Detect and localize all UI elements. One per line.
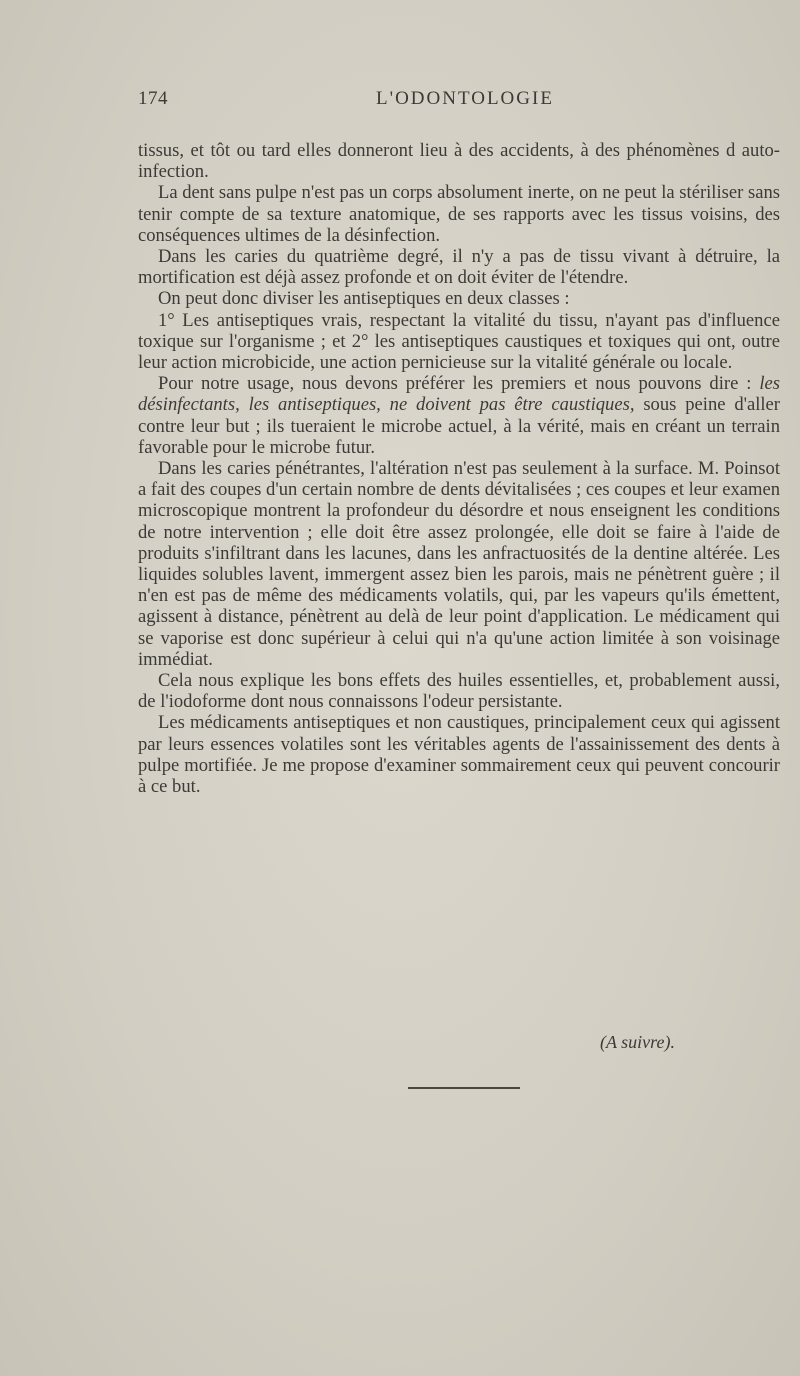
paragraph: La dent sans pulpe n'est pas un corps absolument inerte, on ne peut la stériliser sans tenir compte de sa texture anatomique, de ses rapports avec les tissus voisins, des conséquences ultimes de la désinfection. xyxy=(138,182,780,246)
paragraph: tissus, et tôt ou tard elles donneront lieu à des accidents, à des phénomènes d auto-infection. xyxy=(138,140,780,183)
paragraph: Cela nous explique les bons effets des huiles essentielles, et, probablement aussi, de l'iodoforme dont nous connaissons l'odeur persistante. xyxy=(138,670,780,713)
paragraph: Dans les caries du quatrième degré, il n'y a pas de tissu vivant à détruire, la mortification est déjà assez profonde et on doit éviter de l'étendre. xyxy=(138,246,780,289)
page-header xyxy=(138,88,770,118)
running-title: L'ODONTOLOGIE xyxy=(376,88,554,109)
paragraph: 1° Les antiseptiques vrais, respectant la vitalité du tissu, n'ayant pas d'influence toxique sur l'organisme ; et 2° les antiseptiques caustiques et toxiques qui ont, outre leur action microbicide, une action pernicieuse sur la vitalité générale ou locale. xyxy=(138,309,780,374)
paragraph: Dans les caries pénétrantes, l'altération n'est pas seulement à la surface. M. Poinsot a fait des coupes d'un certain nombre de dents dévitalisées ; ces coupes et leur examen microscopique montrent la profondeur du désordre et nous enseignent les conditions de notre intervention ; elle doit être assez prolongée, elle doit se faire à l'aide de produits s'infiltrant dans les lacunes, dans les anfractuosités de la dentine altérée. Les liquides solubles lavent, immergent assez bien les parois, mais ne pénètrent guère ; il n'en est pas de même des médicaments volatils, qui, par les vapeurs qu'ils émettent, agissent à distance, pénètrent au delà de leur point d'application. Le médicament qui se vaporise est donc supérieur à celui qui n'a qu'une action limitée à son voisinage immédiat. xyxy=(138,458,781,670)
paragraph: Les médicaments antiseptiques et non caustiques, principalement ceux qui agissent par leurs essences volatiles sont les véritables agents de l'assainissement des dents à pulpe mortifiée. Je me propose d'examiner sommairement ceux qui peuvent concourir à ce but. xyxy=(138,712,780,798)
italic-quote: les désinfectants, les antiseptiques, ne doivent pas être caustiques, xyxy=(138,373,780,416)
page-number: 174 xyxy=(138,88,168,109)
paragraph-text: Pour notre usage, nous devons préférer les premiers et nous pouvons dire : xyxy=(158,373,760,395)
continuation-note: (A suivre). xyxy=(600,1032,675,1052)
section-divider xyxy=(408,1087,520,1089)
paragraph: On peut donc diviser les antiseptiques en deux classes : xyxy=(158,288,570,310)
article-body xyxy=(138,140,780,797)
paragraph-text: sous peine d'aller contre leur but ; ils tueraient le microbe actuel, à la vérité, mais en créant un terrain favorable pour le microbe futur. xyxy=(138,394,780,458)
paragraph xyxy=(138,373,780,458)
